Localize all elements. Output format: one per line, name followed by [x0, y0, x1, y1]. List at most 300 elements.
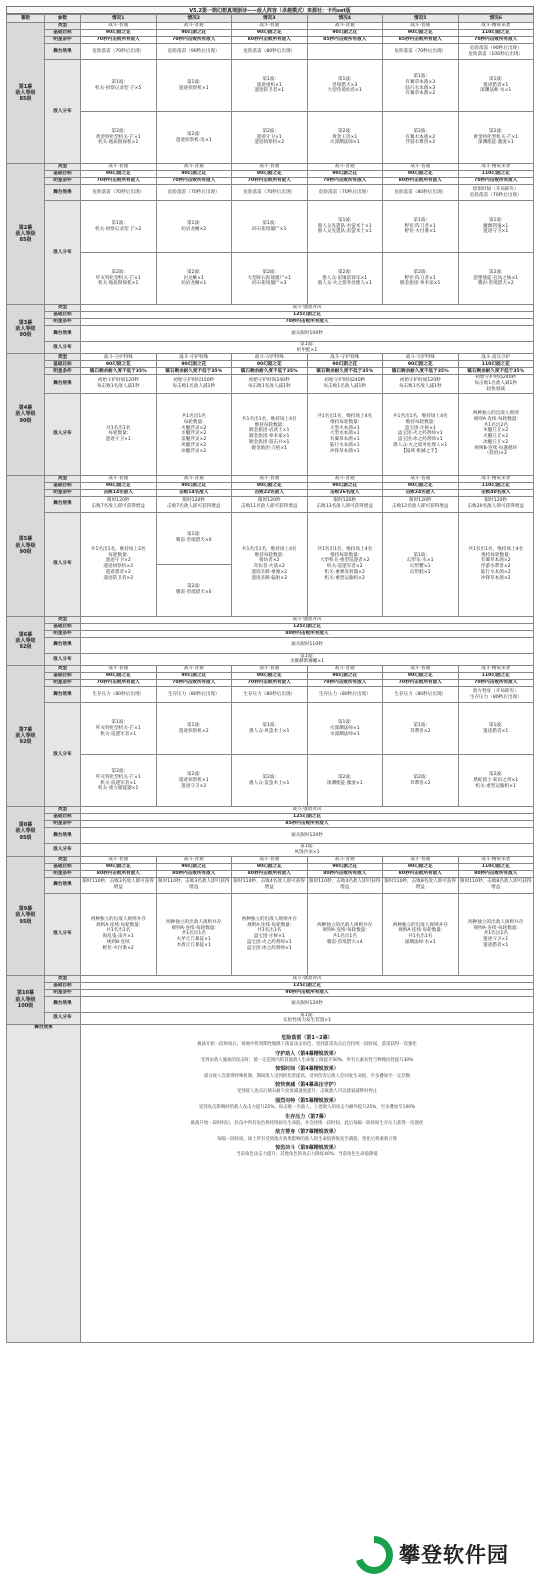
param-value: 限时120秒 击败12名敌人即可获得增益: [383, 496, 459, 512]
param-value: 战斗·强敌对决: [81, 305, 534, 312]
param-label: 舞台效果: [45, 185, 81, 201]
summary-item-desc: 每隔一段时间，场上所有受到敌方效果影响的敌人的生命值将恢复至满值；变化后将重新计算: [216, 1136, 398, 1142]
summary-item-title: 危险落雷（第1~2幕）: [281, 1034, 333, 1041]
enemy-wave: 第1波: 幼岩龙蜥×2: [156, 201, 232, 253]
header-cell: 幕数: [7, 15, 45, 23]
param-label: 基础目标: [45, 312, 81, 319]
enemy-wave: 第2波: 黄金王兽×1 火深渊法师×1: [307, 112, 383, 164]
param-value: 战斗·守护特殊: [232, 354, 308, 361]
act-row: [7, 814, 534, 821]
logo-icon: [355, 1536, 393, 1574]
summary-item-desc: 挑战开始一段时间后，场地中将周期性地降下落雷攻击角色，受到落雷攻击后会持续一段时间，落雷获得一次强化: [197, 1042, 417, 1048]
act-level: 第4幕 敌人等级 90级: [7, 354, 45, 475]
param-label: 舞台效果: [45, 375, 81, 393]
param-value: 战斗·普通: [156, 164, 232, 171]
param-value: 70秒内击败所有敌人: [156, 680, 232, 687]
enemy-wave: 第1波: 碎石衔境僵尸×1: [232, 201, 308, 253]
summary-item: [86, 1051, 528, 1064]
param-value: 战斗·普通: [156, 666, 232, 673]
act-row: [7, 512, 534, 564]
param-value: 战斗·普通: [156, 856, 232, 863]
param-value: 90幻剧之花: [383, 482, 459, 489]
param-value: 战斗·普通: [232, 856, 308, 863]
param-value: 危险落雷（70秒后出现）: [232, 185, 308, 201]
param-value: 90幻剧之花: [156, 171, 232, 178]
param-label: 明星条件: [45, 178, 81, 185]
param-value: 危险落雷（80秒后出现）: [232, 44, 308, 60]
param-value: 90幻剧之花: [81, 171, 157, 178]
param-value: 90幻剧之花: [81, 673, 157, 680]
header-cell: 情况6: [458, 15, 534, 23]
act-row: [7, 870, 534, 877]
act-row: [7, 23, 534, 30]
act-row: [7, 703, 534, 755]
param-value: 90幻剧之花: [232, 863, 308, 870]
act-row: [7, 844, 534, 856]
param-value: 危险落雷（90秒后出现）: [156, 44, 232, 60]
enemy-wave: 第1波: 有翼草本菌×3 陆行水本菌×3 有翼草本菌×2: [383, 60, 459, 112]
enemy-wave: 第1波: 遗迹侦察机×1: [156, 60, 232, 112]
act-row: [7, 975, 534, 982]
param-value: 战斗·普通: [232, 475, 308, 482]
param-value: 战斗·普通: [232, 164, 308, 171]
param-value: 击败22名敌人: [232, 489, 308, 496]
act-row: [7, 496, 534, 512]
enemy-wave: 第1波: 遗迹侦察机×2: [156, 703, 232, 755]
param-label: 舞台效果: [45, 496, 81, 512]
enemy-wave: 第1波: 机关·侦察记录型 芒×2: [81, 201, 157, 253]
enemy-list: 两种独立的出敌人规则并存 规则A·连续·每轮数量: 共1名出2名 遗迹守卫×1 遗迹猎者×1: [458, 893, 534, 975]
act-row: [7, 30, 534, 37]
param-value: 70秒内击败所有敌人: [458, 178, 534, 185]
param-value: 70秒内击败所有敌人: [307, 178, 383, 185]
enemy-wave: 第1波: 遗迹猎者×1: [458, 703, 534, 755]
param-value: 战斗·普通: [81, 23, 157, 30]
act-row: [7, 319, 534, 326]
param-value: 战斗·普通: [232, 666, 308, 673]
enemy-wave: 第2波: 恶堕使徒·狂风之核×1 嗜岩·兽境猎犬×2: [458, 253, 534, 305]
act-level: 第9幕 敌人等级 95级: [7, 856, 45, 975]
param-value: 通关限时110秒: [81, 637, 534, 653]
param-label: 明星条件: [45, 489, 81, 496]
param-value: 战斗·普通: [383, 475, 459, 482]
param-value: 限时110秒，击败8名敌人即可获得增益: [383, 877, 459, 893]
param-label: 舞台效果: [45, 326, 81, 342]
param-value: 危险落雷（70秒后出现）: [156, 185, 232, 201]
param-value: 80秒内击败所有敌人: [81, 630, 534, 637]
param-value: 70秒内击败所有敌人: [81, 680, 157, 687]
param-value: 限时120秒 击败7名敌人即可获得增益: [156, 496, 232, 512]
param-value: 80秒内击败所有敌人: [81, 870, 157, 877]
param-label: 基础目标: [45, 863, 81, 870]
param-value: 80秒内击败所有敌人: [458, 870, 534, 877]
act-level: 第10幕 敌人等级 100级: [7, 975, 45, 1024]
enemy-wave: 第1波: 愚人众·风萤术士×1: [232, 703, 308, 755]
param-value: 初始守护时间120秒 每击败1名敌人减1秒: [81, 375, 157, 393]
enemy-wave: 第1波: 兽境猎犬×3 大型兽境幼兽×1: [307, 60, 383, 112]
act-row: [7, 253, 534, 305]
param-value: 战斗·普通: [81, 666, 157, 673]
param-value: 初始守护时间120秒 每击败1名敌人减1秒: [383, 375, 459, 393]
param-value: 战斗·普通: [81, 856, 157, 863]
param-value: 战斗·普通: [232, 23, 308, 30]
param-value: 战斗·守护特殊: [383, 354, 459, 361]
param-value: 战斗·普通: [156, 475, 232, 482]
summary-item-desc: 部分敌人会获得特殊机制，期间敌人受到的伤害提高，受到伤害后敌人会回复生命值，至多叠加至一定层数: [203, 1073, 411, 1079]
param-value: 击败26名敌人: [307, 489, 383, 496]
enemy-wave: 第1波: 遗迹重机×1 遗迹防卫者×1: [232, 60, 308, 112]
param-value: 通关限时120秒: [81, 996, 534, 1012]
param-label: 类型: [45, 23, 81, 30]
param-value: 90幻剧之花: [156, 482, 232, 489]
act-row: [7, 821, 534, 828]
enemy-list: 共1名出1名，维持场上4名 维持每轮数量: 盗宝团·斥候×1 盗宝团·火之药剂师×1 盗宝团·冰之药剂师×1 愚人众·火之债务处理人×1 【镜域 机械之手】: [383, 393, 459, 475]
act-row: [7, 989, 534, 996]
param-value: 90幻剧之花: [307, 673, 383, 680]
param-value: 生存压力（80秒后出现）: [156, 687, 232, 703]
param-value: 击败14名敌人: [81, 489, 157, 496]
act-row: [7, 37, 534, 44]
param-label: 类型: [45, 305, 81, 312]
param-value: 限时120秒 击败20名敌人即可获得增益: [458, 496, 534, 512]
enemy-wave: 第2波: 深渊使徒·激流×1: [307, 755, 383, 807]
param-label: 敌人分布: [45, 512, 81, 616]
enemy-list: 共1名出1名 每轮数量: 遗迹守卫×1: [81, 393, 157, 475]
act-row: [7, 893, 534, 975]
param-value: 85秒内击败所有敌人: [307, 37, 383, 44]
enemy-wave: 第2波: 大型碎石衔境僵尸×1 碎石衔境僵尸×3: [232, 253, 308, 305]
param-value: 战斗·普通: [81, 164, 157, 171]
enemy-wave: 第1波: 遗迹猎者×1 深渊法师·水×1: [458, 60, 534, 112]
param-value: 90幻剧之花: [81, 482, 157, 489]
param-value: 危险落雷（70秒后出现）: [81, 44, 157, 60]
param-value: 战斗·普通: [383, 666, 459, 673]
param-label: 敌人分布: [45, 703, 81, 807]
summary-item-desc: 受到攻击影响时的敌人攻击力提升25%，每击败一名敌人，上述敌人的攻击力额外提升25%，至多叠加至100%: [198, 1105, 416, 1111]
param-label: 敌人分布: [45, 60, 81, 164]
param-value: 战斗·普通: [307, 164, 383, 171]
param-value: 战斗·守护特殊: [81, 354, 157, 361]
enemy-list: 共1名出1名，维持场上4名 维持每轮数量: 镀金旅团·岩武士×1 镀金旅团·拳术家×1 镀金旅团·游击兵×1 镀金旅团·刀疤×1: [232, 393, 308, 475]
param-value: 90幻剧之花: [307, 30, 383, 37]
act-row: [7, 201, 534, 253]
enemy-wave: 第1波: 嗜雷·兽境猎犬×6: [156, 512, 232, 564]
param-label: 明星条件: [45, 319, 81, 326]
param-value: 110幻剧之花: [458, 30, 534, 37]
param-value: 初始守护时间240秒 每击败1名敌人减1秒: [307, 375, 383, 393]
act-row: [7, 996, 534, 1012]
param-label: 类型: [45, 354, 81, 361]
act-row: [7, 393, 534, 475]
param-value: 110幻剧之花: [458, 171, 534, 178]
act-row: [7, 326, 534, 342]
act-row: [7, 312, 534, 319]
enemy-wave: 第1波: 野伏·阵刀者×1 野伏·火付番×1: [383, 201, 459, 253]
enemy-wave: 第2波: 有翼水本菌×2 浮游水蕈兽×2: [383, 112, 459, 164]
act-level: 第8幕 敌人等级 95级: [7, 807, 45, 856]
param-value: 110幻剧之花: [458, 863, 534, 870]
param-value: 90幻剧之花: [232, 482, 308, 489]
param-label: 类型: [45, 856, 81, 863]
param-value: 90幻剧之花: [81, 30, 157, 37]
act-level: 第2幕 敌人等级 85级: [7, 164, 45, 305]
param-value: 击败14名敌人: [156, 489, 232, 496]
param-value: 战斗·精锐来袭: [458, 666, 534, 673]
param-value: 90幻剧之花: [156, 863, 232, 870]
watermark: [355, 1531, 525, 1579]
param-value: 90幻剧之花: [383, 361, 459, 368]
param-value: 90幻剧之花: [156, 361, 232, 368]
param-value: 90幻剧之花: [156, 673, 232, 680]
enemy-wave: 第2波: 遗迹守卫×1 遗迹侦察机×2: [232, 112, 308, 164]
enemy-list: 共1名出1名 每轮数量: 火魈浮灵×2 水魈浮灵×2 雷魈浮灵×2 风魈浮灵×2 冰魈浮灵×2: [156, 393, 232, 475]
act-row: [7, 354, 534, 361]
param-value: 80秒内击败所有敌人: [156, 870, 232, 877]
param-value: 限时110秒，击败4名敌人即可获得增益: [232, 877, 308, 893]
enemy-wave: 第2波: 愚人众·雷锤前锋军×1 愚人众·火之债务处理人×1: [307, 253, 383, 305]
param-value: 通关限时120秒: [81, 828, 534, 844]
param-value: 战斗·普通: [307, 856, 383, 863]
param-value: 70秒内击败所有敌人: [81, 319, 534, 326]
param-label: 基础目标: [45, 673, 81, 680]
param-value: 80秒内击败所有敌人: [232, 37, 308, 44]
act-row: [7, 482, 534, 489]
table-body: [7, 23, 534, 1025]
param-value: 90幻剧之花: [383, 673, 459, 680]
act-row: [7, 361, 534, 368]
param-value: 战斗·普通: [383, 23, 459, 30]
enemy-wave: 第2波: 岩龙蜥×1 幼岩龙蜥×1: [156, 253, 232, 305]
act-row: [7, 653, 534, 665]
param-value: 生存压力（80秒后出现）: [383, 687, 459, 703]
param-value: 战斗·精锐来袭: [458, 23, 534, 30]
param-value: 战斗·强敌对决: [81, 616, 534, 623]
enemy-wave: 第2波: 嗜雷·兽境猎犬×6: [156, 564, 232, 616]
param-value: 85秒内击败所有敌人: [81, 821, 534, 828]
act-row: [7, 982, 534, 989]
enemy-list: 两种独立的出敌人规则并存 规则A·连续·每轮数量: 共1名出1名 盗宝团·斥候×1 盗宝团·火之药剂师×1 盗宝团·冰之药剂师×1: [232, 893, 308, 975]
param-value: 战斗·强敌对决: [81, 975, 534, 982]
page: [6, 6, 534, 1343]
act-level: 第3幕 敌人等级 90级: [7, 305, 45, 354]
param-value: 110幻剧之花: [458, 482, 534, 489]
param-value: 危险落雷（90秒后出现） 危险落雷（100秒后出现）: [458, 44, 534, 60]
param-value: 80秒内击败所有敌人: [307, 870, 383, 877]
act-row: [7, 673, 534, 680]
param-label: 敌人分布: [45, 393, 81, 475]
param-value: 战斗·普通: [383, 856, 459, 863]
enemy-list: 第1波: 实验性场力发生装置×1: [81, 1012, 534, 1024]
summary-item-title: 较快衰减（第4幕高压守护）: [275, 1082, 339, 1089]
param-value: 初始守护时间150秒 每击败1名敌人减1秒: [156, 375, 232, 393]
param-value: 限时120秒 击败13名敌人即可获得增益: [307, 496, 383, 512]
act-row: [7, 687, 534, 703]
act-row: [7, 755, 534, 807]
act-row: [7, 680, 534, 687]
enemy-wave: 第1波: 火深渊法师×1 水深渊法师×1: [307, 703, 383, 755]
param-value: 战斗·普通: [81, 475, 157, 482]
enemy-wave: 第2波: 遗迹侦察机×1 遗迹守卫×2: [156, 755, 232, 807]
act-row: [7, 185, 534, 201]
param-value: 危险落雷（70秒后出现）: [307, 185, 383, 201]
param-label: 类型: [45, 616, 81, 623]
enemy-wave: 共1名出1名，维持场上4名 维持每轮数量: 有翼草本菌×2 浮游水蕈兽×2 陆行水本菌×2 冲锋草本菌×2: [458, 512, 534, 616]
param-value: 战斗·高压守护: [458, 354, 534, 361]
act-row: [7, 863, 534, 870]
param-label: 类型: [45, 666, 81, 673]
param-value: 生存压力（80秒后出现）: [81, 687, 157, 703]
act-row: [7, 616, 534, 623]
param-label: 舞台效果: [45, 687, 81, 703]
param-value: 镇石剩余耐久度不低于35%: [156, 368, 232, 375]
summary-item: [86, 1145, 528, 1158]
act-row: [7, 630, 534, 637]
param-value: 危险落雷（70秒后出现）: [81, 185, 157, 201]
param-value: 90幻剧之花: [81, 361, 157, 368]
param-value: 80秒内击败所有敌人: [232, 870, 308, 877]
summary-item-title: 生存压力（第7幕）: [285, 1113, 329, 1120]
act-row: [7, 375, 534, 393]
param-label: 明星条件: [45, 368, 81, 375]
param-value: 战斗·普通: [307, 475, 383, 482]
param-value: 战斗·强敌对决: [81, 807, 534, 814]
param-value: 限时110秒，击败3名敌人即可获得增益: [81, 877, 157, 893]
param-value: 70秒内击败所有敌人: [232, 680, 308, 687]
param-value: 生存压力（80秒后出现）: [307, 687, 383, 703]
summary-row: [7, 1025, 534, 1342]
param-value: 125幻剧之花: [81, 982, 534, 989]
act-row: [7, 666, 534, 673]
param-value: 初始守护时间240秒 每击败1名敌人减1秒 较快衰减: [458, 375, 534, 393]
act-row: [7, 828, 534, 844]
param-value: 限时110秒，击败4名敌人即可获得增益: [307, 877, 383, 893]
enemy-wave: 第1波: 愚人众先遣队·水萤术士×1 愚人众先遣队·雷萤术士×1: [307, 201, 383, 253]
header-cell: 参数: [45, 15, 81, 23]
param-value: 70秒内击败所有敌人: [156, 37, 232, 44]
param-label: 类型: [45, 807, 81, 814]
param-value: 90幻剧之花: [81, 863, 157, 870]
param-value: 战斗·普通: [307, 666, 383, 673]
enemy-list: 第1波: 风蚀沙虫×1: [81, 844, 534, 856]
param-value: 80秒内击败所有敌人: [383, 178, 459, 185]
param-value: 90幻剧之花: [383, 863, 459, 870]
param-value: 限时120秒 击败11名敌人即可获得增益: [232, 496, 308, 512]
param-value: 战斗·普通: [156, 23, 232, 30]
param-label: 舞台效果: [45, 637, 81, 653]
param-label: 类型: [45, 975, 81, 982]
summary-item: [86, 1129, 528, 1142]
param-value: 战斗·普通: [307, 23, 383, 30]
enemy-list: 两种独立的出敌人规则并存 规则A·连续·每轮数量: 共1名出1名 嗜雷·兽境猎犬×4: [307, 893, 383, 975]
enemy-wave: 第2波: 黄金特化型机关·芒×1 深渊使徒·激流×1: [458, 112, 534, 164]
header-cell: 情况4: [307, 15, 383, 23]
act-row: [7, 856, 534, 863]
enemy-wave: 第2波: 茸蕈兽×2: [383, 755, 459, 807]
page-title: V5.2第一期幻想真境剧诗——敌人阵容（卓越模式）来源社：卡玛set版: [6, 6, 534, 14]
enemy-wave: 第1波: 魔偶剑鬼×1 遗迹守卫×1: [458, 201, 534, 253]
param-value: 90幻剧之花: [383, 30, 459, 37]
param-label: 明星条件: [45, 870, 81, 877]
summary-item-desc: 当前角色攻击力提升，其他角色的攻击力降低40%；当前角色生命值降低: [236, 1152, 378, 1158]
param-value: 战斗·守护特殊: [307, 354, 383, 361]
param-label: 敌人分布: [45, 342, 81, 354]
param-value: 镇石剩余耐久度不低于35%: [307, 368, 383, 375]
act-row: [7, 112, 534, 164]
param-label: 敌人分布: [45, 844, 81, 856]
act-row: [7, 178, 534, 185]
param-value: 生存压力（80秒后出现）: [232, 687, 308, 703]
param-label: 敌人分布: [45, 893, 81, 975]
param-value: 90幻剧之花: [232, 673, 308, 680]
param-label: 明星条件: [45, 37, 81, 44]
act-row: [7, 164, 534, 171]
param-label: 敌人分布: [45, 201, 81, 305]
param-value: 90幻剧之花: [307, 482, 383, 489]
act-row: [7, 1012, 534, 1024]
summary-item-desc: 受到由敌人施加的攻击时，使一定范围内的其他敌人生命值上限提升50%，所有元素抗性与物理抗性提升30%: [200, 1057, 414, 1063]
param-label: 明星条件: [45, 821, 81, 828]
param-label: 明星条件: [45, 680, 81, 687]
param-value: 125幻剧之花: [81, 623, 534, 630]
param-value: 90幻剧之花: [307, 171, 383, 178]
enemy-list: 两种独立的出敌人规则并存 规则A·连续·每轮数量: 共1名出1名 海乱鬼·雷吾×1 规则B·连续 野伏·火付番×2: [81, 893, 157, 975]
enemy-wave: 第2波: 歼灭特化型机关·芒×1 机关·巡逻军者×1 机关·重力储能器×1: [81, 755, 157, 807]
act-level: 第5幕 敌人等级 90级: [7, 475, 45, 616]
param-value: 镇石剩余耐久度不低于35%: [81, 368, 157, 375]
param-value: 镇石剩余耐久度不低于35%: [458, 368, 534, 375]
act-row: [7, 305, 534, 312]
act-row: [7, 489, 534, 496]
enemy-wave: 第2波: 野伏·阵刀者×1 镀金旅团·拳术家×1: [383, 253, 459, 305]
param-value: 战斗·精锐来袭: [458, 856, 534, 863]
param-value: 初始守护时间240秒 每击败1名敌人减1秒: [232, 375, 308, 393]
summary-item: [86, 1098, 528, 1111]
param-value: 125幻剧之花: [81, 312, 534, 319]
param-value: 70秒内击败所有敌人: [307, 680, 383, 687]
param-value: 85秒内击败所有敌人: [383, 37, 459, 44]
act-row: [7, 877, 534, 893]
param-value: 90幻剧之花: [383, 171, 459, 178]
param-value: 80秒内击败所有敌人: [383, 870, 459, 877]
param-label: 敌人分布: [45, 653, 81, 665]
summary-item-desc: 受到敌人攻击后镇石耐久度衰减速度提升，击败敌人可以使衰减暂时停止: [236, 1089, 378, 1095]
param-value: 110幻剧之花: [458, 673, 534, 680]
param-value: 限时110秒，击败8名敌人即可获得增益: [458, 877, 534, 893]
enemy-wave: 共1名出1名，维持场上4名 维持每轮数量: 大型机关·重型巡逻者×2 机关·巡逻军者×2 机关·重弹发射器×2 机关·重型运输机×2: [307, 512, 383, 616]
param-value: 敌方替身（开局即有） 生存压力（80秒后出现）: [458, 687, 534, 703]
summary-content: [82, 1031, 532, 1336]
act-row: [7, 475, 534, 482]
param-label: 舞台效果: [45, 877, 81, 893]
summary-item-title: 守护助人（第4幕精锐效果）: [275, 1050, 339, 1057]
param-value: 70秒内击败所有敌人: [383, 680, 459, 687]
param-value: 125幻剧之花: [81, 814, 534, 821]
param-value: 90幻剧之花: [232, 171, 308, 178]
enemy-list: 两种独立的出敌人规则 规则A·连续·每轮数量: 共1名出2名 木魈丘丘×2 火魈丘丘×2 冰魈丘丘×2 规则B·连续·每逢循环 （投诉)×2: [458, 393, 534, 475]
param-value: 90幻剧之花: [307, 361, 383, 368]
param-label: 基础目标: [45, 171, 81, 178]
param-value: 90幻剧之花: [232, 361, 308, 368]
enemy-wave: 第1波: 茸蕈兽×2: [383, 703, 459, 755]
param-value: 90秒内击败所有敌人: [81, 989, 534, 996]
param-value: 击败24名敌人: [383, 489, 459, 496]
param-label: 基础目标: [45, 30, 81, 37]
enemy-list: 两种独立的出敌人规则并存 规则A·连续·每轮数量: 共1名出1名 火斧丘丘暴徒×1 木盾丘丘暴徒×1: [156, 893, 232, 975]
summary-item-title: 惊恐决斗（第9幕精锐效果）: [275, 1145, 339, 1152]
param-value: 镇石剩余耐久度不低于35%: [383, 368, 459, 375]
param-label: 基础目标: [45, 361, 81, 368]
enemy-wave: 第1波: 机关·侦察记录型 芒×5: [81, 60, 157, 112]
